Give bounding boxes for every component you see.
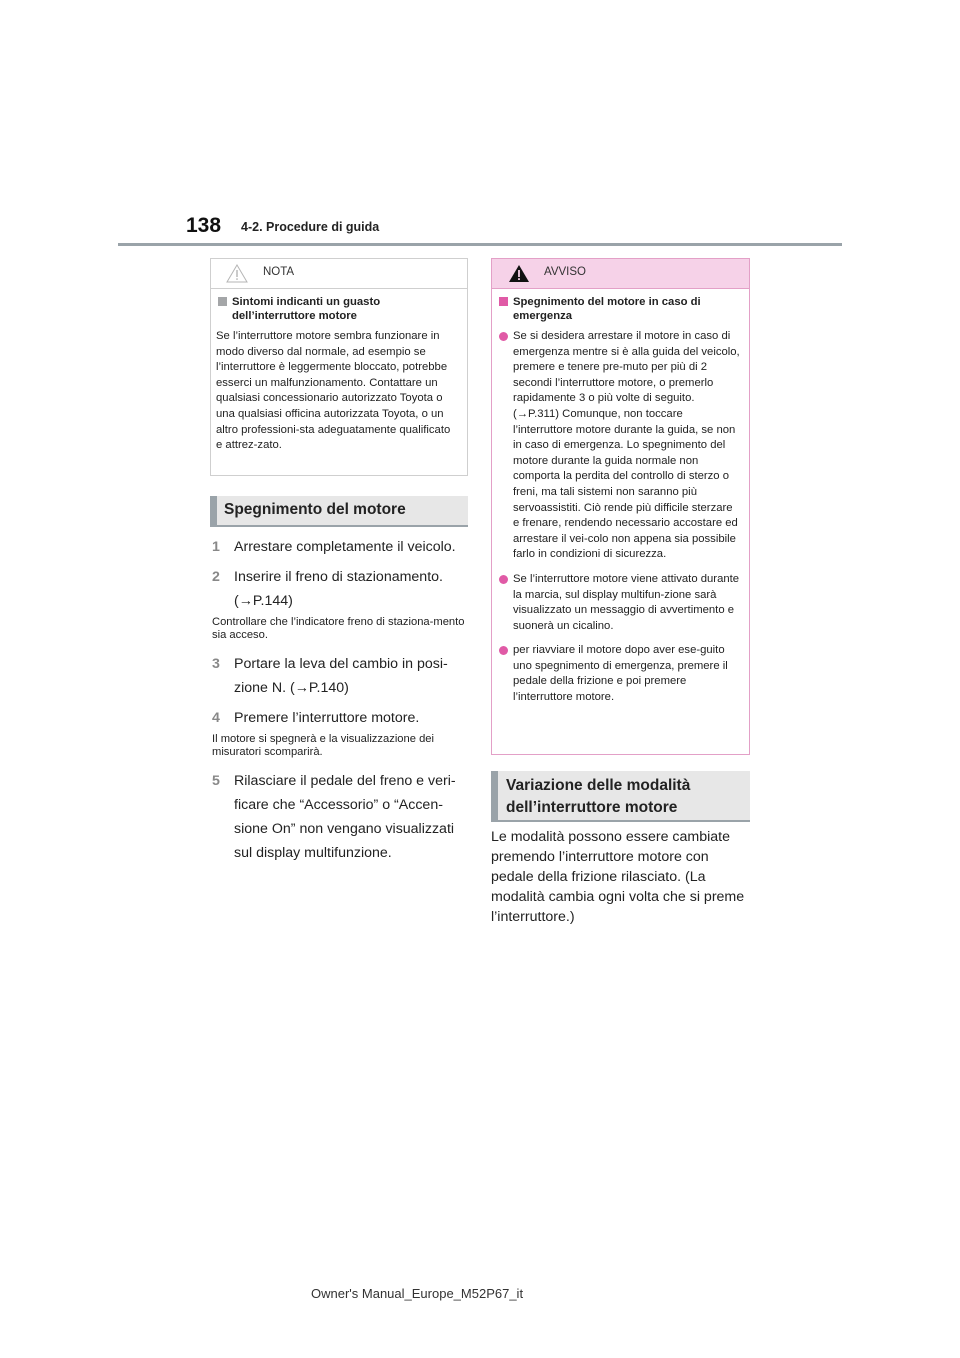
nota-subheading-text: Sintomi indicanti un guasto dell’interruttore motore <box>232 296 381 322</box>
nota-box <box>210 258 468 476</box>
step-text: Rilasciare il pedale del freno e veri-ficare che “Accessorio” o “Accen-sione On” non vengano visualizzati sul display multifunzione. <box>234 773 456 861</box>
square-bullet-icon <box>499 297 508 306</box>
round-bullet-icon <box>499 332 508 341</box>
step-item <box>210 535 468 559</box>
avviso-bullet-text: Se si desidera arrestare il motore in caso di emergenza mentre si è alla guida del veicolo, premere e tenere pre-muto per più di 2 secondi l’interruttore motore, o premerlo rapidamente 3 o più volte di seguito. (→P.311) Comunque, non toccare l’interruttore motore durante la guida, se non in caso di emergenza. Lo spegnimento del motore durante la guida normale non comporta la perdita del controllo di sterzo o freni, ma tali sistemi non saranno più servoassistiti. Ciò rende più difficile sterzare e frenare, rendendo necessario accostare ed arrestare il vei-colo non appena sia possibile farlo in condizioni di sicurezza. <box>513 330 740 561</box>
step-text: Premere l’interruttore motore. <box>234 710 420 726</box>
step-number: 3 <box>212 656 220 672</box>
nota-text: Se l’interruttore motore sembra funzionare in modo diverso dal normale, ad esempio se l’interruttore è leggermente bloccato, potrebbe esserci un malfunzionamento. Contattare un qualsiasi concessionario autorizzato Toyota o una qualsiasi officina autorizzata Toyota, o un altro professioni-sta adeguatamente qualificato e attrez-zato. <box>216 330 451 452</box>
page-number: 138 <box>186 214 222 237</box>
avviso-bullet <box>497 643 741 705</box>
avviso-box <box>491 258 750 755</box>
avviso-bullet <box>497 572 741 634</box>
step-note: Il motore si spegnerà e la visualizzazione dei misuratori scomparirà. <box>212 733 435 758</box>
nota-header <box>211 259 467 289</box>
step-number: 2 <box>212 569 220 585</box>
step-number: 1 <box>212 539 220 555</box>
steps-list <box>210 535 468 865</box>
section-title-engine-off: Spegnimento del motore <box>210 496 468 527</box>
step-number: 4 <box>212 710 220 726</box>
header-rule <box>118 243 842 246</box>
avviso-subheading <box>497 295 741 323</box>
avviso-bullet <box>497 329 741 563</box>
step-text: Portare la leva del cambio in posi-zione N. (→P.140) <box>234 656 448 696</box>
avviso-header <box>492 259 749 289</box>
nota-subheading <box>216 295 459 323</box>
step-item <box>210 706 468 730</box>
step-number: 5 <box>212 773 220 789</box>
round-bullet-icon <box>499 575 508 584</box>
avviso-subheading-text: Spegnimento del motore in caso di emergenza <box>513 296 701 322</box>
step-item <box>210 652 468 700</box>
step-text: Inserire il freno di stazionamento. (→P.144) <box>234 569 443 609</box>
nota-title: NOTA <box>263 266 295 278</box>
section-reference: 4-2. Procedure di guida <box>241 220 380 234</box>
caution-triangle-icon <box>226 264 248 283</box>
round-bullet-icon <box>499 646 508 655</box>
step-text: Arrestare completamente il veicolo. <box>234 539 456 555</box>
step-item <box>210 769 468 865</box>
section-body-text: Le modalità possono essere cambiate premendo l’interruttore motore con pedale della frizione rilasciato. (La modalità cambia ogni volta che si preme l’interruttore.) <box>491 829 745 925</box>
warning-triangle-icon <box>508 264 530 283</box>
section-title-mode-change: Variazione delle modalità dell’interruttore motore <box>491 771 750 822</box>
avviso-title: AVVISO <box>544 266 586 278</box>
step-note: Controllare che l’indicatore freno di staziona-mento sia acceso. <box>212 616 465 641</box>
footer-text: Owner's Manual_Europe_M52P67_it <box>311 1286 524 1301</box>
step-item <box>210 565 468 613</box>
avviso-bullet-text: per riavviare il motore dopo aver ese-guito uno spegnimento di emergenza, premere il pedale della frizione e poi premere l’interruttore motore. <box>513 644 728 704</box>
square-bullet-icon <box>218 297 227 306</box>
avviso-bullet-text: Se l’interruttore motore viene attivato durante la marcia, sul display multifun-zione sarà visualizzato un messaggio di avvertimento e suonerà un cicalino. <box>513 572 740 632</box>
